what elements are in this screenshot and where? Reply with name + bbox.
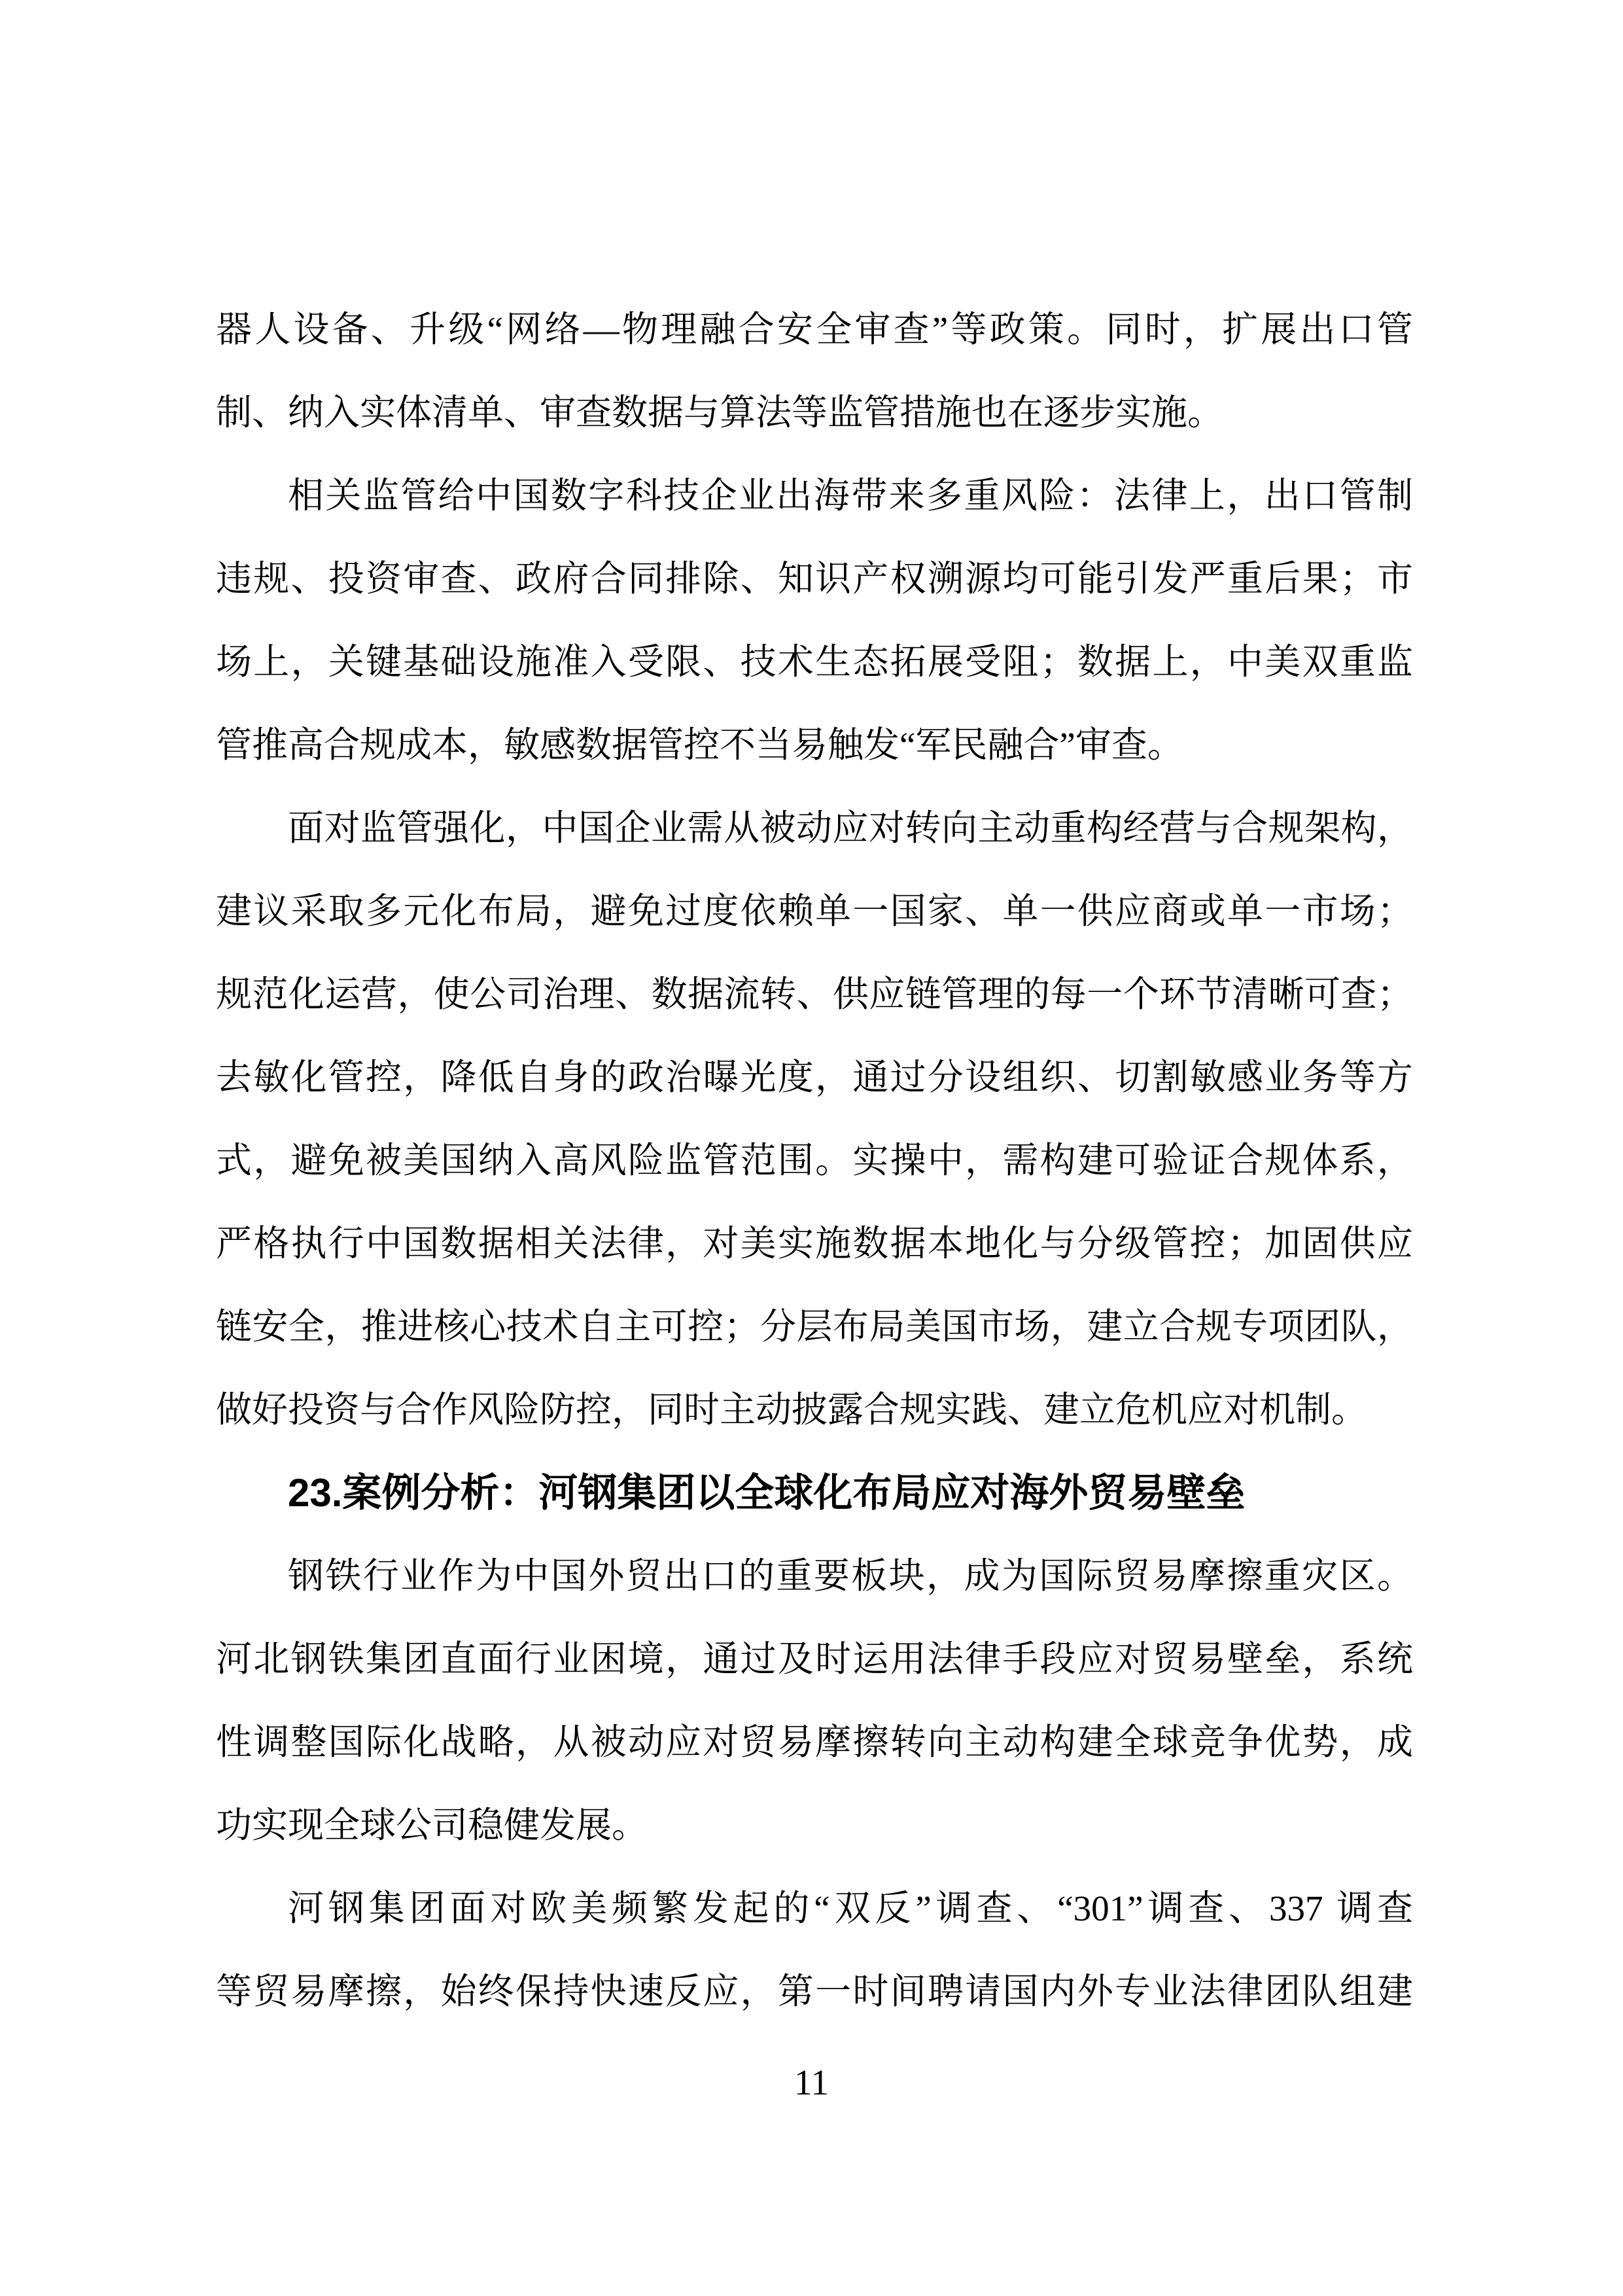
text-line: 违规、投资审查、政府合同排除、知识产权溯源均可能引发严重后果；市 (216, 559, 1413, 599)
page-number: 11 (794, 2062, 829, 2102)
text-line: 面对监管强化，中国企业需从被动应对转向主动重构经营与合规架构， (288, 808, 1413, 848)
text-line: 制、纳入实体清单、审查数据与算法等监管措施也在逐步实施。 (216, 393, 1224, 433)
section-heading: 23.案例分析：河钢集团以全球化布局应对海外贸易壁垒 (288, 1471, 1246, 1515)
text-line: 做好投资与合作风险防控，同时主动披露合规实践、建立危机应对机制。 (216, 1390, 1368, 1430)
text-line: 式，避免被美国纳入高风险监管范围。实操中，需构建可验证合规体系， (216, 1140, 1413, 1180)
text-line: 等贸易摩擦，始终保持快速反应，第一时间聘请国内外专业法律团队组建 (216, 1971, 1413, 2011)
text-line: 去敏化管控，降低自身的政治曝光度，通过分设组织、切割敏感业务等方 (216, 1057, 1413, 1097)
text-line: 钢铁行业作为中国外贸出口的重要板块，成为国际贸易摩擦重灾区。 (288, 1556, 1413, 1596)
text-line: 管推高合规成本，敏感数据管控不当易触发“军民融合”审查。 (216, 725, 1183, 765)
text-line: 性调整国际化战略，从被动应对贸易摩擦转向主动构建全球竞争优势，成 (216, 1722, 1413, 1762)
text-line: 河钢集团面对欧美频繁发起的“双反”调查、“301”调查、337 调查 (288, 1888, 1413, 1928)
text-line: 链安全，推进核心技术自主可控；分层布局美国市场，建立合规专项团队， (216, 1307, 1413, 1347)
document-body (216, 288, 1413, 2033)
text-line: 严格执行中国数据相关法律，对美实施数据本地化与分级管控；加固供应 (216, 1224, 1413, 1263)
text-line: 场上，关键基础设施准入受限、技术生态拓展受阻；数据上，中美双重监 (216, 642, 1413, 682)
text-line: 规范化运营，使公司治理、数据流转、供应链管理的每一个环节清晰可查； (216, 974, 1413, 1014)
text-line: 器人设备、升级“网络—物理融合安全审查”等政策。同时，扩展出口管 (216, 309, 1413, 349)
text-line: 建议采取多元化布局，避免过度依赖单一国家、单一供应商或单一市场； (216, 891, 1413, 931)
text-line: 河北钢铁集团直面行业困境，通过及时运用法律手段应对贸易壁垒，系统 (216, 1639, 1413, 1679)
text-line: 功实现全球公司稳健发展。 (216, 1805, 648, 1845)
text-line: 相关监管给中国数字科技企业出海带来多重风险：法律上，出口管制 (288, 476, 1413, 516)
